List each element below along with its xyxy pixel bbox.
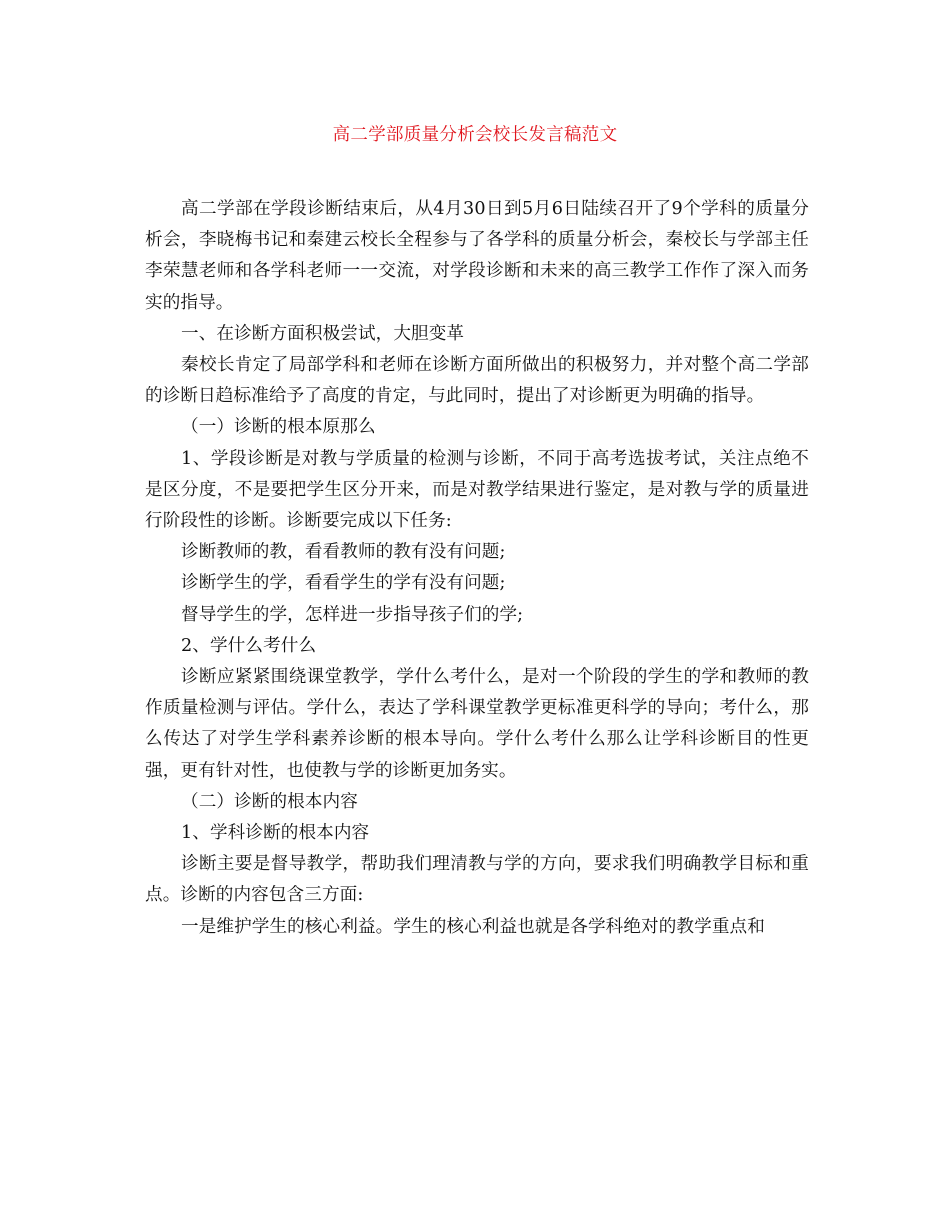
list-item-task-3: 督导学生的学，怎样进一步指导孩子们的学;: [181, 604, 524, 625]
list-item-task-1: 诊断教师的教，看看教师的教有没有问题;: [181, 542, 506, 563]
document-title: 高二学部质量分析会校长发言稿范文: [332, 125, 618, 145]
list-item-task-2: 诊断学生的学，看看学生的学有没有问题;: [181, 573, 506, 594]
heading-section-1: 一、在诊断方面积极尝试，大胆变革: [181, 323, 465, 344]
paragraph-point-1: 1、学段诊断是对教与学质量的检测与诊断，不同于高考选拔考试，关注点绝不是区分度，不是要把学生区分开来，而是对教学结果进行鉴定，是对教与学的质量进行阶段性的诊断。诊断要完成以下任务:: [145, 448, 809, 532]
document-body: [145, 194, 809, 943]
paragraph-intro: 高二学部在学段诊断结束后，从4月30日到5月6日陆续召开了9个学科的质量分析会，李晓梅书记和秦建云校长全程参与了各学科的质量分析会，秦校长与学部主任李荣慧老师和各学科老师一一交流，对学段诊断和未来的高三教学工作作了深入而务实的指导。: [145, 199, 809, 313]
heading-content-1: 1、学科诊断的根本内容: [181, 823, 370, 844]
heading-point-2: 2、学什么考什么: [181, 635, 317, 656]
heading-subsection-1: （一）诊断的根本原那么: [181, 417, 376, 438]
heading-subsection-2: （二）诊断的根本内容: [181, 791, 358, 812]
paragraph-content: 诊断主要是督导教学，帮助我们理清教与学的方向，要求我们明确教学目标和重点。诊断的内容包含三方面:: [145, 854, 809, 906]
paragraph-affirmation: 秦校长肯定了局部学科和老师在诊断方面所做出的积极努力，并对整个高二学部的诊断日趋标准给予了高度的肯定，与此同时，提出了对诊断更为明确的指导。: [145, 355, 809, 407]
paragraph-core-interest: 一是维护学生的核心利益。学生的核心利益也就是各学科绝对的教学重点和: [181, 916, 765, 937]
paragraph-point-2: 诊断应紧紧围绕课堂教学，学什么考什么，是对一个阶段的学生的学和教师的教作质量检测与评估。学什么，表达了学科课堂教学更标准更科学的导向；考什么，那么传达了对学生学科素养诊断的根本导向。学什么考什么那么让学科诊断目的性更强，更有针对性，也使教与学的诊断更加务实。: [145, 667, 809, 781]
